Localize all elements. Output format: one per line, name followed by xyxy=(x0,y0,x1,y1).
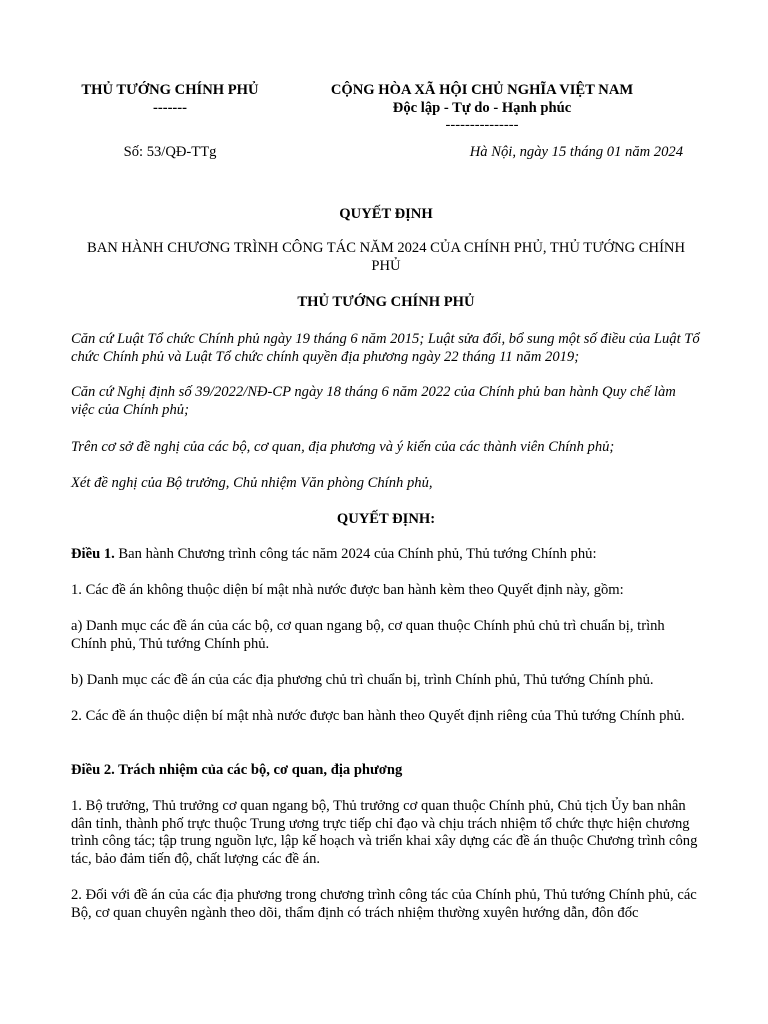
article-2-item-2: 2. Đối với đề án của các địa phương trong chương trình công tác của Chính phủ, Thủ tướng Chính phủ, các Bộ, cơ quan chuyên ngành theo dõi, thẩm định có trách nhiệm thường xuyên hướng dẫn, đôn đốc xyxy=(71,887,697,921)
article-2-item-1: 1. Bộ trưởng, Thủ trưởng cơ quan ngang bộ, Thủ trưởng cơ quan thuộc Chính phủ, Chủ tịch Ủy ban nhân dân tỉnh, thành phố trực thuộc Trung ương trực tiếp chỉ đạo và chịu trách nhiệm tổ chức thực hiện chương trình công tác; tập trung nguồn lực, lập kế hoạch và triển khai xây dựng các đề án thuộc Chương trình công tác, bảo đảm tiến độ, chất lượng các đề án. xyxy=(71,798,698,867)
document-number: Số: 53/QĐ-TTg xyxy=(123,144,217,160)
preamble-request: Xét đề nghị của Bộ trưởng, Chủ nhiệm Văn phòng Chính phủ, xyxy=(71,475,433,491)
decision-heading: QUYẾT ĐỊNH: xyxy=(336,511,436,527)
article-1-item-1a: a) Danh mục các đề án của các bộ, cơ quan ngang bộ, cơ quan thuộc Chính phủ chủ trì chuẩn bị, trình Chính phủ, Thủ tướng Chính phủ. xyxy=(71,618,665,652)
article-1-item-1b: b) Danh mục các đề án của các địa phương chủ trì chuẩn bị, trình Chính phủ, Thủ tướng Chính phủ. xyxy=(71,672,654,688)
preamble-legal-basis-2: Căn cứ Nghị định số 39/2022/NĐ-CP ngày 18 tháng 6 năm 2022 của Chính phủ ban hành Quy chế làm việc của Chính phủ; xyxy=(71,384,676,418)
article-1-text: Ban hành Chương trình công tác năm 2024 của Chính phủ, Thủ tướng Chính phủ: xyxy=(114,546,597,562)
article-1-label: Điều 1. xyxy=(71,546,115,562)
document-type: QUYẾT ĐỊNH xyxy=(339,206,433,222)
motto-separator: --------------- xyxy=(445,117,519,133)
place-and-date: Hà Nội, ngày 15 tháng 01 năm 2024 xyxy=(469,144,683,160)
issuer-title: THỦ TƯỚNG CHÍNH PHỦ xyxy=(297,294,475,310)
agency-separator: ------- xyxy=(152,100,188,116)
article-1 xyxy=(71,546,701,564)
national-motto: Độc lập - Tự do - Hạnh phúc xyxy=(392,100,572,116)
article-1-item-1: 1. Các đề án không thuộc diện bí mật nhà nước được ban hành kèm theo Quyết định này, gồm: xyxy=(71,582,624,598)
national-title: CỘNG HÒA XÃ HỘI CHỦ NGHĨA VIỆT NAM xyxy=(330,82,634,98)
document-subject: BAN HÀNH CHƯƠNG TRÌNH CÔNG TÁC NĂM 2024 CỦA CHÍNH PHỦ, THỦ TƯỚNG CHÍNH PHỦ xyxy=(86,240,686,274)
preamble-legal-basis-1: Căn cứ Luật Tổ chức Chính phủ ngày 19 tháng 6 năm 2015; Luật sửa đổi, bổ sung một số điều của Luật Tổ chức Chính phủ và Luật Tổ chức chính quyền địa phương ngày 22 tháng 11 năm 2019; xyxy=(71,331,700,365)
article-2-heading: Điều 2. Trách nhiệm của các bộ, cơ quan, địa phương xyxy=(71,762,403,778)
issuing-agency: THỦ TƯỚNG CHÍNH PHỦ xyxy=(81,82,259,98)
article-1-item-2: 2. Các đề án thuộc diện bí mật nhà nước được ban hành theo Quyết định riêng của Thủ tướng Chính phủ. xyxy=(71,708,685,724)
preamble-proposal: Trên cơ sở đề nghị của các bộ, cơ quan, địa phương và ý kiến của các thành viên Chính phủ; xyxy=(71,439,615,455)
